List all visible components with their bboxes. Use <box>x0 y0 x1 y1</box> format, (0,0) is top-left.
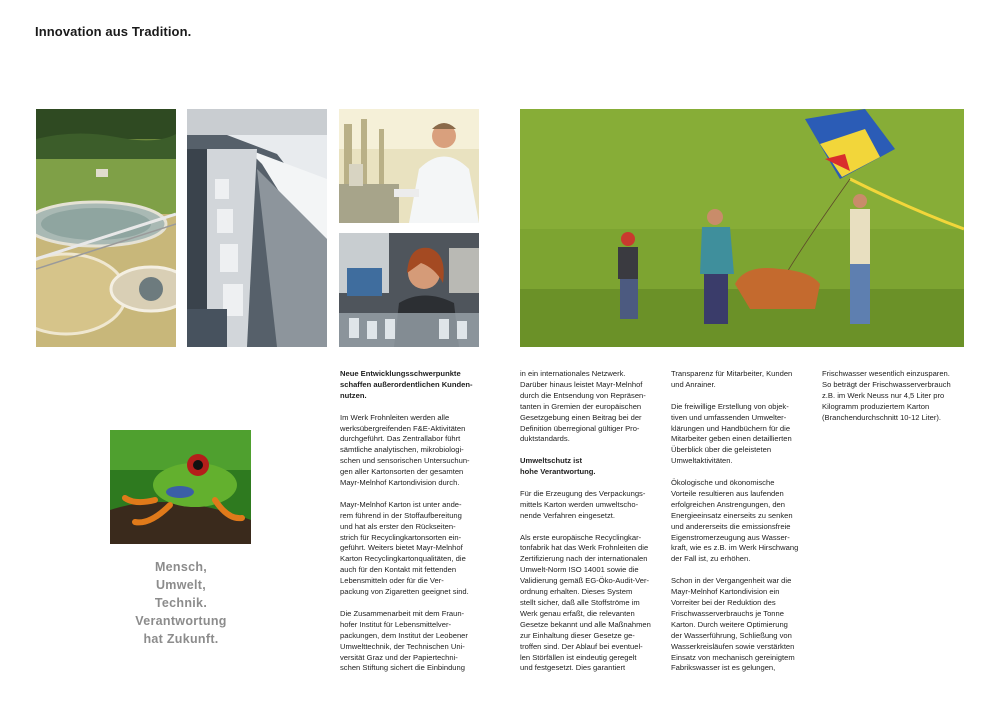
text-line: stellt sicher, daß alle Stoffströme im <box>520 597 640 607</box>
paragraph <box>822 369 964 424</box>
text-line: der Fall ist, zu erhöhen. <box>671 554 751 564</box>
text-line: mittels Karton werden umweltscho- <box>520 499 639 509</box>
text-line: Zertifizierung nach der internationalen <box>520 554 648 564</box>
slogan-line: Technik. <box>154 596 208 610</box>
text-line: Für die Erzeugung des Verpackungs- <box>520 488 646 498</box>
text-column-3 <box>671 369 813 685</box>
text-line: Mayr-Melnhof Kartondivision durch. <box>340 478 460 488</box>
text-column-2 <box>520 369 662 685</box>
text-line: und Anrainer. <box>671 379 716 389</box>
photo-lab-woman-phone <box>339 233 479 347</box>
text-line: versität Graz und der Papiertechni- <box>340 652 458 662</box>
text-line: Lebensmitteln oder für die Ver- <box>340 576 444 586</box>
text-line: packungen, dem Institut der Leobener <box>340 630 468 640</box>
text-line: Schon in der Vergangenheit war die <box>671 576 792 586</box>
text-line: z.B. im Werk Neuss nur 4,5 Liter pro <box>822 390 945 400</box>
slogan-line: Verantwortung <box>135 614 227 628</box>
slogan-line: hat Zukunft. <box>143 632 219 646</box>
section-heading <box>340 369 482 402</box>
text-line: und andererseits die emissionsfreie <box>671 521 791 531</box>
text-line: troffen sind. Der Ablauf bei eventuel- <box>520 641 643 651</box>
text-line: packung von Zigaretten geeignet sind. <box>340 587 469 597</box>
paragraph <box>520 489 662 522</box>
text-line: Umwelttechnik, der Technischen Uni- <box>340 641 465 651</box>
text-line: Transparenz für Mitarbeiter, Kunden <box>671 369 793 378</box>
section-heading <box>520 456 662 478</box>
text-line: (Branchendurchschnitt 10-12 Liter). <box>822 412 942 422</box>
text-line: und hat als erster den Rückseiten- <box>340 521 456 531</box>
text-line: kraft, wie es z.B. im Werk Hirschwang <box>671 543 799 553</box>
text-line: Als erste europäische Recyclingkar- <box>520 532 642 542</box>
text-line: Umweltschutz ist <box>520 456 583 466</box>
photo-paper-machine <box>187 109 327 347</box>
text-line: nende Verfahren eingesetzt. <box>520 510 615 520</box>
paragraph <box>671 369 813 391</box>
text-line: tanten in Gremien der europäischen <box>520 401 642 411</box>
slogan <box>110 558 252 648</box>
text-column-4 <box>822 369 964 434</box>
photo-tree-frog <box>110 430 251 544</box>
text-line: schen und sensorischen Untersuchun- <box>340 456 470 466</box>
text-line: Einsatz von mechanisch gereinigtem <box>671 652 795 662</box>
text-line: duktstandards. <box>520 434 570 444</box>
paragraph <box>520 533 662 675</box>
text-line: nutzen. <box>340 390 367 400</box>
text-line: Überblick über die geleisteten <box>671 445 772 455</box>
text-line: Wasserkreisläufen sowie verstärkten <box>671 641 795 651</box>
text-line: und festgesetzt. Dies garantiert <box>520 663 626 673</box>
text-line: Mitarbeiter geben einen detaillierten <box>671 434 792 444</box>
text-line: in ein internationales Netzwerk. <box>520 369 626 378</box>
text-line: Im Werk Frohnleiten werden alle <box>340 412 450 422</box>
photo-laboratory-scientist <box>339 109 479 223</box>
text-line: Kilogramm produziertem Karton <box>822 401 930 411</box>
text-column-1 <box>340 369 482 685</box>
text-line: len Störfällen ist eindeutig geregelt <box>520 652 637 662</box>
text-line: Karton. Durch weitere Optimierung <box>671 619 788 629</box>
text-line: schen Stiftung sichert die Einbindung <box>340 663 465 673</box>
text-line: rem führend in der Stoffaufbereitung <box>340 510 462 520</box>
text-line: Vorreiter bei der Reduktion des <box>671 597 776 607</box>
text-line: Darüber hinaus leistet Mayr-Melnhof <box>520 379 643 389</box>
text-line: Fabrikswasser ist es gelungen, <box>671 663 776 673</box>
text-line: Mayr-Melnhof Kartondivision ein <box>671 587 780 597</box>
text-line: Vorteile resultieren aus laufenden <box>671 488 784 498</box>
text-line: ordnung erhalten. Dieses System <box>520 587 633 597</box>
slogan-line: Umwelt, <box>155 578 207 592</box>
text-line: sämtliche analytischen, mikrobiologi- <box>340 445 464 455</box>
text-line: Karton Recyclingkartonqualitäten, die <box>340 554 466 564</box>
text-line: geführt. Weiters bietet Mayr-Melnhof <box>340 543 463 553</box>
paragraph <box>671 402 813 467</box>
paragraph <box>340 500 482 598</box>
text-line: der Wasserführung, Schließung von <box>671 630 792 640</box>
text-line: tonfabrik hat das Werk Frohnleiten die <box>520 543 649 553</box>
text-line: Neue Entwicklungsschwerpunkte <box>340 369 461 378</box>
text-line: So beträgt der Frischwasserverbrauch <box>822 379 951 389</box>
text-line: klärungen und Handbüchern für die <box>671 423 791 433</box>
text-line: tiven und umfassenden Umwelter- <box>671 412 787 422</box>
text-line: Gesetze bekannt und alle Maßnahmen <box>520 619 651 629</box>
slogan-line: Mensch, <box>154 560 208 574</box>
text-line: Die freiwillige Erstellung von objek- <box>671 401 789 411</box>
paragraph <box>520 369 662 445</box>
text-line: hohe Verantwortung. <box>520 467 596 477</box>
text-line: Umwelt-Norm ISO 14001 sowie die <box>520 565 639 575</box>
text-line: Energieeinsatz einerseits zu senken <box>671 510 793 520</box>
paragraph <box>340 609 482 674</box>
text-line: auch für den Kontakt mit fettenden <box>340 565 457 575</box>
text-line: Gesetzgebung einen Beitrag bei der <box>520 412 642 422</box>
paragraph <box>340 413 482 489</box>
paragraph <box>671 576 813 674</box>
text-line: durchgeführt. Das Zentrallabor führt <box>340 434 461 444</box>
text-line: Umweltaktivitäten. <box>671 456 733 466</box>
text-line: Frischwasserverbrauchs je Tonne <box>671 608 784 618</box>
page-title: Innovation aus Tradition. <box>35 24 192 39</box>
text-line: Definition überregional gültiger Pro- <box>520 423 640 433</box>
text-line: durch die Entsendung von Repräsen- <box>520 390 646 400</box>
text-line: gen aller Kartonsorten der gesamten <box>340 467 464 477</box>
text-line: strich für Recyclingkartonsorten ein- <box>340 532 462 542</box>
text-line: schaffen außerordentlichen Kunden- <box>340 379 473 389</box>
text-line: Mayr-Melnhof Karton ist unter ande- <box>340 499 462 509</box>
text-line: zur Einhaltung dieser Gesetze ge- <box>520 630 635 640</box>
text-line: Werk genau erfaßt, die relevanten <box>520 608 635 618</box>
text-line: Eigenstromerzeugung aus Wasser- <box>671 532 790 542</box>
text-line: Die Zusammenarbeit mit dem Fraun- <box>340 608 465 618</box>
text-line: Ökologische und ökonomische <box>671 478 775 488</box>
text-line: erfolgreichen Anstrengungen, den <box>671 499 785 509</box>
paragraph <box>671 478 813 565</box>
text-line: Validierung gemäß EG-Öko-Audit-Ver- <box>520 576 650 586</box>
text-line: hofer Institut für Lebensmittelver- <box>340 619 452 629</box>
photo-water-treatment <box>36 109 176 347</box>
photo-family-kite <box>520 109 964 347</box>
text-line: werksübergreifenden F&E-Aktivitäten <box>340 423 466 433</box>
text-line: Frischwasser wesentlich einzusparen. <box>822 369 950 378</box>
